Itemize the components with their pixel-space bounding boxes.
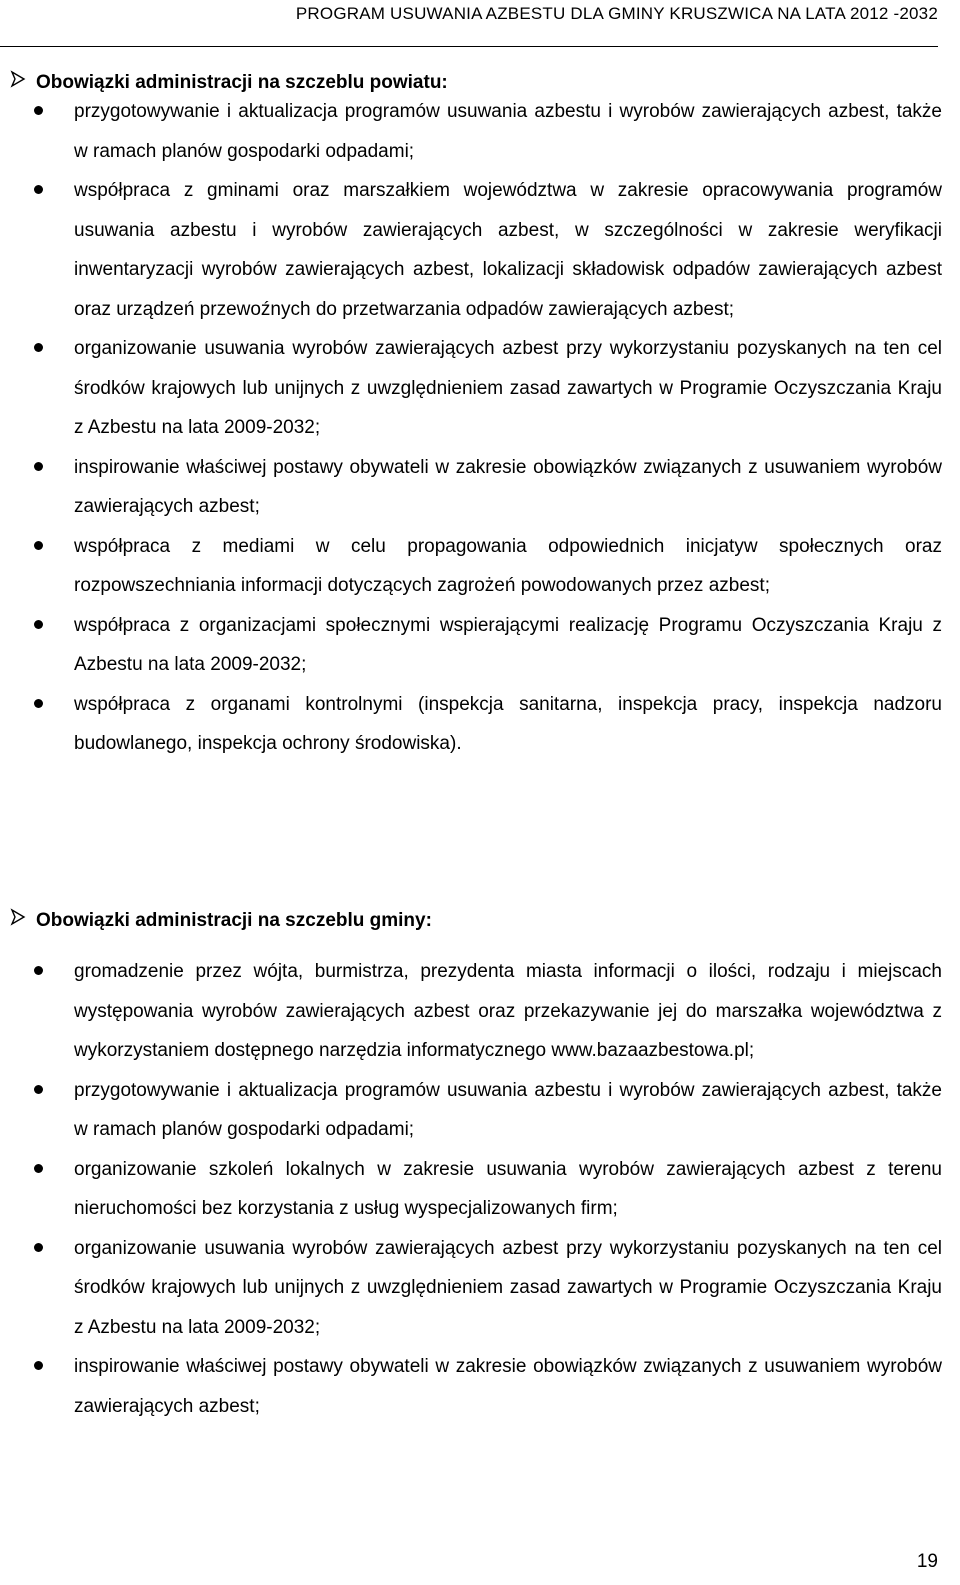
page-number: 19 xyxy=(916,1551,938,1572)
list-item-text: współpraca z organizacjami społecznymi wspierającymi realizację Programu Oczyszczania Kraju z Azbestu na lata 2009-2032; xyxy=(74,614,942,675)
list-item-text: inspirowanie właściwej postawy obywateli w zakresie obowiązków związanych z usuwaniem wyrobów zawierających azbest; xyxy=(74,456,942,517)
list-item-text: przygotowywanie i aktualizacja programów usuwania azbestu i wyrobów zawierających azbest, także w ramach planów gospodarki odpadami; xyxy=(74,101,942,162)
bullet-icon xyxy=(34,966,43,975)
arrow-bullet-icon xyxy=(10,908,36,933)
list-item xyxy=(0,527,942,606)
list-item-text: współpraca z organami kontrolnymi (inspekcja sanitarna, inspekcja pracy, inspekcja nadzoru budowlanego, inspekcja ochrony środowiska). xyxy=(74,693,942,754)
list-item-text: współpraca z mediami w celu propagowania odpowiednich inicjatyw społecznych oraz rozpowszechniania informacji dotyczących zagrożeń powodowanych przez azbest; xyxy=(74,535,942,596)
bullet-icon xyxy=(34,1243,43,1252)
list-item-text: inspirowanie właściwej postawy obywateli w zakresie obowiązków związanych z usuwaniem wyrobów zawierających azbest; xyxy=(74,1356,942,1417)
list-item xyxy=(0,1071,942,1150)
section-heading-text: Obowiązki administracji na szczeblu powiatu: xyxy=(36,72,448,93)
bullet-icon xyxy=(34,699,43,708)
bullet-icon xyxy=(34,1164,43,1173)
list-item-text: przygotowywanie i aktualizacja programów usuwania azbestu i wyrobów zawierających azbest, także w ramach planów gospodarki odpadami; xyxy=(74,1079,942,1140)
list-item xyxy=(0,1229,942,1348)
bullet-icon xyxy=(34,1361,43,1370)
list-item xyxy=(0,171,942,329)
powiat-duties-list xyxy=(0,92,942,764)
bullet-icon xyxy=(34,185,43,194)
list-item xyxy=(0,685,942,764)
list-item-text: organizowanie usuwania wyrobów zawierających azbest przy wykorzystaniu pozyskanych na ten cel środków krajowych lub unijnych z uwzględnieniem zasad zawartych w Programie Oczyszczania Kraju z Azbestu na lata 2009-2032; xyxy=(74,1237,942,1338)
list-item-text: organizowanie usuwania wyrobów zawierających azbest przy wykorzystaniu pozyskanych na ten cel środków krajowych lub unijnych z uwzględnieniem zasad zawartych w Programie Oczyszczania Kraju z Azbestu na lata 2009-2032; xyxy=(74,338,942,438)
section-heading-gmina xyxy=(10,908,432,933)
document-title: PROGRAM USUWANIA AZBESTU DLA GMINY KRUSZWICA NA LATA 2012 -2032 xyxy=(295,4,938,23)
list-item xyxy=(0,92,942,171)
list-item xyxy=(0,448,942,527)
list-item-text: organizowanie szkoleń lokalnych w zakresie usuwania wyrobów zawierających azbest z terenu nieruchomości bez korzystania z usług wyspecjalizowanych firm; xyxy=(74,1158,942,1219)
section-heading-text: Obowiązki administracji na szczeblu gminy: xyxy=(36,910,432,931)
bullet-icon xyxy=(34,620,43,629)
list-item-text: współpraca z gminami oraz marszałkiem województwa w zakresie opracowywania programów usuwania azbestu i wyrobów zawierających azbest, w szczególności w zakresie weryfikacji inwentaryzacji wyrobów zawierających azbest, lokalizacji składowisk odpadów zawierających azbest oraz urządzeń przewoźnych do przetwarzania odpadów zawierających azbest; xyxy=(74,180,942,320)
bullet-icon xyxy=(34,106,43,115)
list-item xyxy=(0,1347,942,1426)
bullet-icon xyxy=(34,1085,43,1094)
bullet-icon xyxy=(34,541,43,550)
list-item xyxy=(0,952,942,1071)
list-item-text: gromadzenie przez wójta, burmistrza, prezydenta miasta informacji o ilości, rodzaju i miejscach występowania wyrobów zawierających azbest oraz przekazywanie jej do marszałka województwa z wykorzystaniem dostępnego narzędzia informatycznego www.bazaazbestowa.pl; xyxy=(74,961,942,1061)
bullet-icon xyxy=(34,343,43,352)
list-item xyxy=(0,1150,942,1229)
page-header xyxy=(0,0,938,47)
gmina-duties-list xyxy=(0,952,942,1426)
list-item xyxy=(0,329,942,448)
list-item xyxy=(0,606,942,685)
bullet-icon xyxy=(34,462,43,471)
